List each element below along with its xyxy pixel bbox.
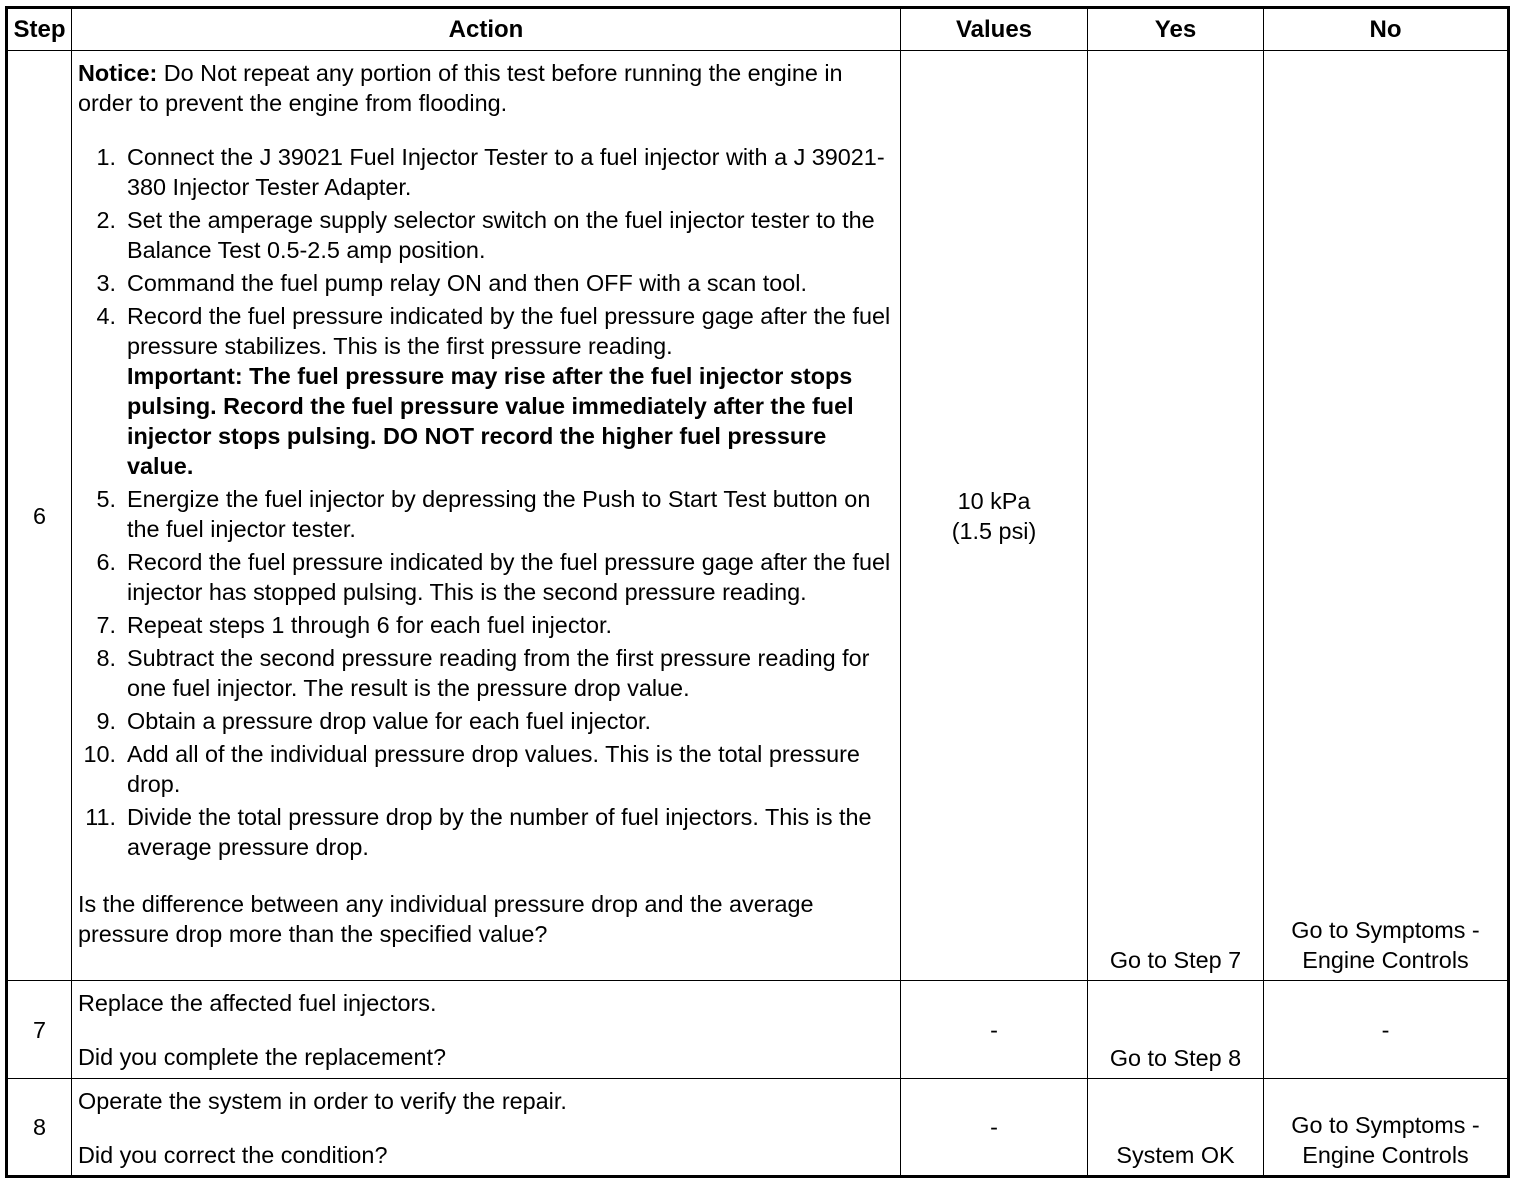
header-yes: Yes (1088, 8, 1264, 51)
yes-cell: Go to Step 7 (1088, 51, 1264, 981)
item-text: Set the amperage supply selector switch on the fuel injector tester to the Balance Test 0.5-2.5 amp position. (127, 207, 875, 263)
no-line: Engine Controls (1302, 1142, 1469, 1168)
item-text: Command the fuel pump relay ON and then OFF with a scan tool. (127, 270, 807, 296)
step-8-row (7, 1079, 1509, 1177)
item-text: Repeat steps 1 through 6 for each fuel injector. (127, 612, 613, 638)
item-number: 5. (96, 486, 116, 512)
list-item (78, 268, 894, 298)
item-number: 9. (96, 708, 116, 734)
no-cell (1264, 1079, 1509, 1177)
list-item (78, 643, 894, 703)
values-cell (901, 51, 1088, 981)
diagnostic-table (5, 6, 1510, 1178)
notice-text: Do Not repeat any portion of this test before running the engine in order to prevent the engine from flooding. (78, 60, 843, 116)
action-cell (72, 1079, 901, 1177)
procedure-list (78, 142, 894, 862)
step-7-row (7, 981, 1509, 1079)
question: Is the difference between any individual pressure drop and the average pressure drop more than the specified value? (78, 891, 814, 947)
list-item (78, 802, 894, 862)
step-number: 8 (7, 1079, 72, 1177)
item-number: 7. (96, 612, 116, 638)
values-cell: - (901, 1079, 1088, 1177)
list-item (78, 739, 894, 799)
action-cell (72, 51, 901, 981)
item-text: Record the fuel pressure indicated by the fuel pressure gage after the fuel pressure stabilizes. This is the first pressure reading. (127, 303, 891, 359)
no-line: Go to Symptoms - (1291, 917, 1480, 943)
action-cell (72, 981, 901, 1079)
item-text: Subtract the second pressure reading from the first pressure reading for one fuel injector. The result is the pressure drop value. (127, 645, 870, 701)
question: Did you correct the condition? (78, 1142, 388, 1168)
header-values: Values (901, 8, 1088, 51)
list-item (78, 484, 894, 544)
important-note: Important: The fuel pressure may rise after the fuel injector stops pulsing. Record the fuel pressure value immediately after the fuel injector stops pulsing. DO NOT record the higher fuel pressure value. (127, 363, 854, 479)
list-item (78, 142, 894, 202)
item-text: Add all of the individual pressure drop values. This is the total pressure drop. (127, 741, 860, 797)
list-item (78, 301, 894, 481)
notice (78, 58, 894, 118)
yes-cell: Go to Step 8 (1088, 981, 1264, 1079)
step-number: 6 (7, 51, 72, 981)
item-text: Divide the total pressure drop by the number of fuel injectors. This is the average pressure drop. (127, 804, 872, 860)
item-number: 3. (96, 270, 116, 296)
item-number: 2. (96, 207, 116, 233)
header-step: Step (7, 8, 72, 51)
step-6-row (7, 51, 1509, 981)
step-number: 7 (7, 981, 72, 1079)
header-action: Action (72, 8, 901, 51)
item-number: 6. (96, 549, 116, 575)
list-item (78, 706, 894, 736)
notice-label: Notice: (78, 60, 158, 86)
item-number: 8. (96, 645, 116, 671)
list-item (78, 610, 894, 640)
values-cell: - (901, 981, 1088, 1079)
list-item (78, 205, 894, 265)
diagnostic-table-container (5, 6, 1510, 1178)
no-line: Go to Symptoms - (1291, 1112, 1480, 1138)
item-text: Connect the J 39021 Fuel Injector Tester to a fuel injector with a J 39021-380 Injector Tester Adapter. (127, 144, 885, 200)
question: Did you complete the replacement? (78, 1044, 446, 1070)
action-text: Replace the affected fuel injectors. (78, 990, 437, 1016)
no-cell (1264, 51, 1509, 981)
item-number: 1. (96, 144, 116, 170)
value-line: (1.5 psi) (951, 517, 1037, 544)
yes-cell: System OK (1088, 1079, 1264, 1177)
item-number: 11. (85, 804, 116, 830)
action-text: Operate the system in order to verify the repair. (78, 1088, 567, 1114)
value-line: 10 kPa (957, 487, 1031, 514)
item-text: Record the fuel pressure indicated by the fuel pressure gage after the fuel injector has stopped pulsing. This is the second pressure reading. (127, 549, 891, 605)
no-cell: - (1264, 981, 1509, 1079)
item-text: Energize the fuel injector by depressing the Push to Start Test button on the fuel injector tester. (127, 486, 871, 542)
header-row (7, 8, 1509, 51)
item-number: 4. (96, 303, 116, 329)
header-no: No (1264, 8, 1509, 51)
item-number: 10. (83, 741, 116, 767)
item-text: Obtain a pressure drop value for each fuel injector. (127, 708, 651, 734)
list-item (78, 547, 894, 607)
no-line: Engine Controls (1302, 947, 1469, 973)
